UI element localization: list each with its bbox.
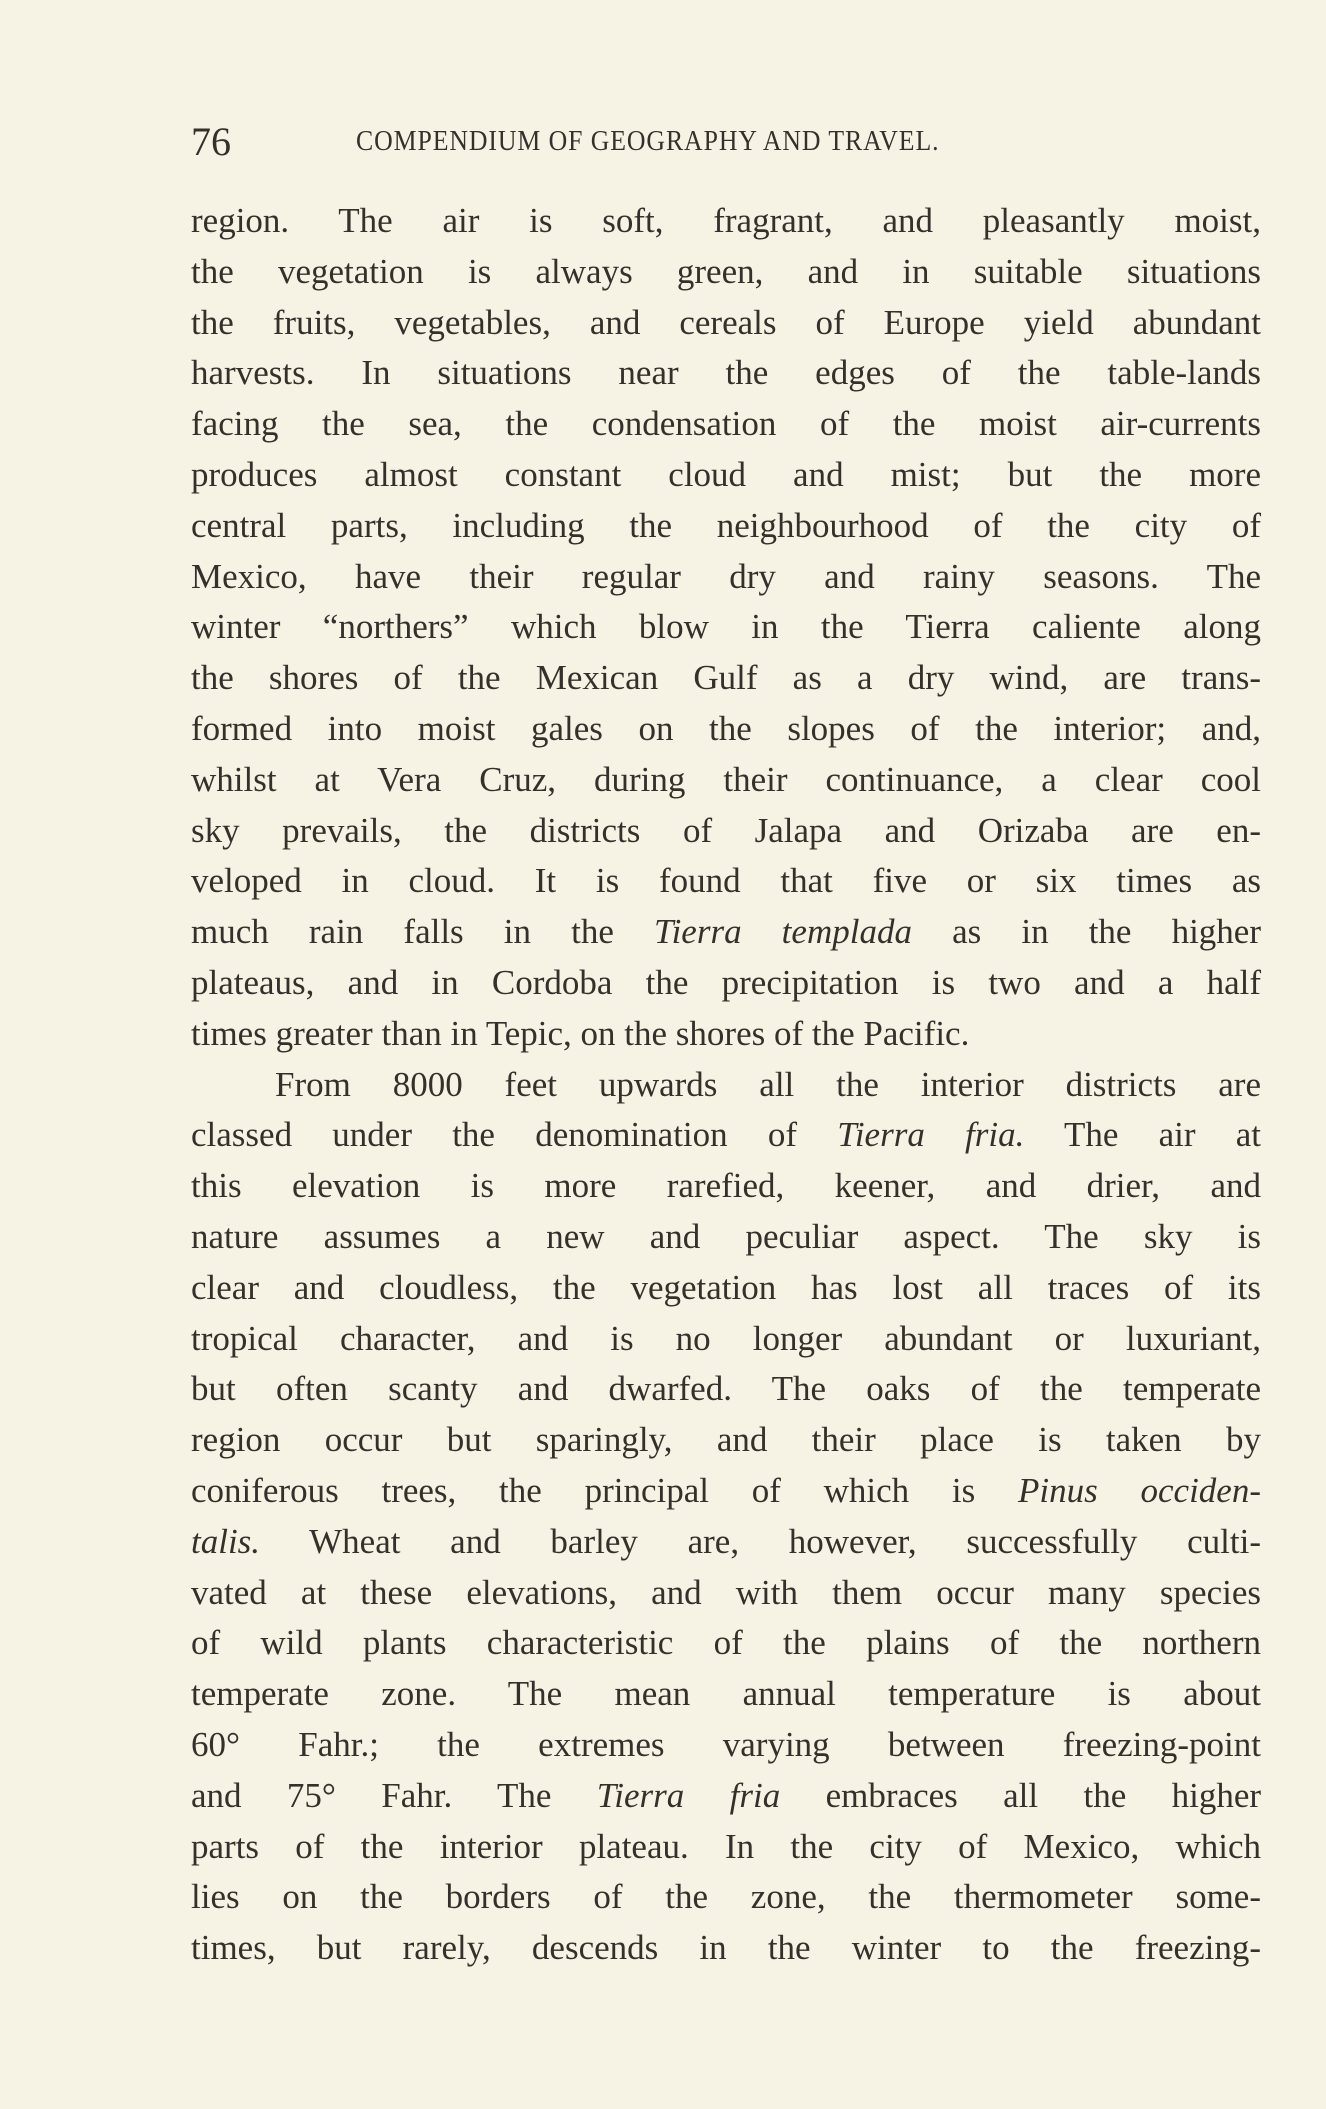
italic-text: talis.: [191, 1521, 261, 1561]
text-run: embraces all the higher: [780, 1775, 1262, 1815]
text-run: plateaus, and in Cordoba the precipitation is two and a half: [191, 962, 1261, 1002]
text-run: parts of the interior plateau. In the city of Mexico, which: [191, 1826, 1261, 1866]
text-line: [191, 653, 1261, 704]
text-run: Wheat and barley are, however, successfully culti-: [260, 1521, 1261, 1561]
text-line: [191, 1263, 1261, 1314]
text-line: [191, 1618, 1261, 1669]
text-line: [191, 552, 1261, 603]
text-run: as in the higher: [911, 912, 1261, 952]
text-line: [191, 1923, 1261, 1974]
text-line: [191, 958, 1261, 1009]
text-run: nature assumes a new and peculiar aspect. The sky is: [191, 1216, 1261, 1256]
text-run: Mexico, have their regular dry and rainy seasons. The: [191, 556, 1261, 596]
text-run: sky prevails, the districts of Jalapa and Orizaba are en-: [191, 810, 1261, 850]
text-line: [191, 1161, 1261, 1212]
text-run: formed into moist gales on the slopes of the interior; and,: [191, 708, 1261, 748]
text-run: 60° Fahr.; the extremes varying between freezing-point: [191, 1724, 1261, 1764]
text-run: of wild plants characteristic of the plains of the northern: [191, 1623, 1261, 1663]
text-line: [191, 1720, 1261, 1771]
text-line: [191, 1872, 1261, 1923]
text-run: region. The air is soft, fragrant, and pleasantly moist,: [191, 201, 1261, 240]
text-line: [191, 1822, 1261, 1873]
page-number: 76: [191, 119, 231, 164]
text-line: [191, 1314, 1261, 1365]
text-run: the shores of the Mexican Gulf as a dry wind, are trans-: [191, 658, 1261, 698]
body-text: [191, 196, 1261, 1974]
text-run: the vegetation is always green, and in suitable situations: [191, 251, 1261, 291]
text-run: clear and cloudless, the vegetation has lost all traces of its: [191, 1267, 1261, 1307]
text-run: lies on the borders of the zone, the thermometer some-: [191, 1877, 1261, 1917]
text-run: region occur but sparingly, and their place is taken by: [191, 1420, 1261, 1460]
text-line: [191, 1771, 1261, 1822]
text-run: harvests. In situations near the edges of the table-lands: [191, 353, 1261, 393]
text-run: The air at: [1024, 1115, 1262, 1155]
text-run: and 75° Fahr. The: [191, 1775, 597, 1815]
text-line: [191, 348, 1261, 399]
italic-text: Tierra fria: [596, 1775, 781, 1815]
text-run: times greater than in Tepic, on the shores of the Pacific.: [191, 1013, 970, 1053]
text-line: [191, 755, 1261, 806]
italic-text: Tierra fria.: [837, 1115, 1025, 1155]
text-line: [191, 806, 1261, 857]
text-run: coniferous trees, the principal of which is: [191, 1470, 1019, 1510]
text-line: [191, 450, 1261, 501]
text-line: [191, 1110, 1261, 1161]
text-run: this elevation is more rarefied, keener, and drier, and: [191, 1166, 1261, 1206]
text-run: central parts, including the neighbourhood of the city of: [191, 505, 1261, 545]
text-line: [191, 1364, 1261, 1415]
text-run: times, but rarely, descends in the winter to the freezing-: [191, 1928, 1261, 1968]
text-line: [191, 1517, 1261, 1568]
text-run: facing the sea, the condensation of the moist air-currents: [191, 404, 1261, 444]
text-line: [191, 1009, 1261, 1060]
text-line: [191, 907, 1261, 958]
text-run: produces almost constant cloud and mist; but the more: [191, 454, 1261, 494]
text-run: vated at these elevations, and with them occur many species: [191, 1572, 1261, 1612]
text-run: the fruits, vegetables, and cereals of Europe yield abundant: [191, 302, 1261, 342]
text-run: tropical character, and is no longer abundant or luxuriant,: [191, 1318, 1261, 1358]
text-line: [191, 1669, 1261, 1720]
text-line: [191, 704, 1261, 755]
italic-text: Pinus occiden-: [1018, 1470, 1261, 1510]
text-run: veloped in cloud. It is found that five or six times as: [191, 861, 1261, 901]
text-run: whilst at Vera Cruz, during their continuance, a clear cool: [191, 759, 1261, 799]
text-run: but often scanty and dwarfed. The oaks of the temperate: [191, 1369, 1261, 1409]
text-line: [191, 247, 1261, 298]
text-line: [191, 1415, 1261, 1466]
text-line: [191, 1060, 1261, 1111]
text-run: much rain falls in the: [191, 912, 655, 952]
text-run: classed under the denomination of: [191, 1115, 838, 1155]
text-line: [191, 196, 1261, 247]
text-line: [191, 1212, 1261, 1263]
text-run: From 8000 feet upwards all the interior districts are: [275, 1064, 1261, 1104]
text-line: [191, 399, 1261, 450]
text-line: [191, 602, 1261, 653]
text-run: temperate zone. The mean annual temperature is about: [191, 1674, 1261, 1714]
text-line: [191, 1466, 1261, 1517]
text-line: [191, 298, 1261, 349]
page-header: [191, 118, 1261, 168]
text-line: [191, 856, 1261, 907]
text-line: [191, 1568, 1261, 1619]
italic-text: Tierra templada: [654, 912, 912, 952]
text-line: [191, 501, 1261, 552]
text-run: winter “northers” which blow in the Tierra caliente along: [191, 607, 1261, 647]
running-title: COMPENDIUM OF GEOGRAPHY AND TRAVEL.: [356, 126, 940, 157]
